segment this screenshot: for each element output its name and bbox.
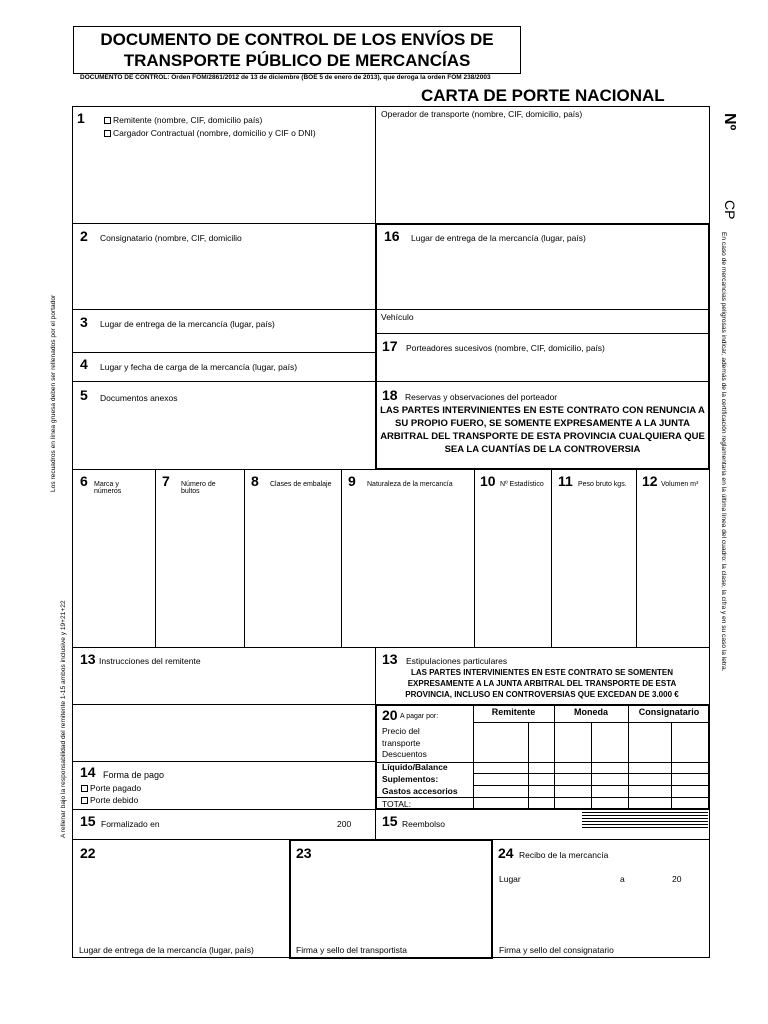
field-18-number: 18	[382, 387, 398, 403]
field-24-label: Recibo de la mercancía	[519, 850, 609, 860]
col-6-label: Marca y números	[94, 481, 122, 495]
row-total: TOTAL:	[382, 799, 411, 809]
col-8-label: Clases de embalaje	[270, 481, 332, 488]
field-15a-year: 200	[337, 819, 352, 829]
field-13a-label: Instrucciones del remitente	[99, 656, 201, 666]
field-4-label: Lugar y fecha de carga de la mercancía (lugar, país)	[100, 362, 298, 372]
field-15b-number: 15	[382, 813, 398, 829]
signature-block-23	[289, 839, 493, 959]
title-line-1: DOCUMENTO DE CONTROL DE LOS ENVÍOS DE	[100, 30, 494, 49]
col-9-number: 9	[348, 473, 356, 489]
col-6-number: 6	[80, 473, 88, 489]
option-porte-debido[interactable]: Porte debido	[81, 795, 138, 805]
field-5-label: Documentos anexos	[100, 393, 178, 403]
title-box	[73, 26, 521, 74]
field-2-label: Consignatario (nombre, CIF, domicilio	[100, 233, 242, 243]
field-17-number: 17	[382, 338, 398, 354]
checkbox-remitente[interactable]	[104, 117, 111, 124]
col-header-remitente: Remitente	[491, 707, 536, 717]
vehiculo-label: Vehículo	[381, 312, 414, 322]
field-16-number: 16	[384, 228, 400, 244]
field-24-lugar: Lugar	[499, 874, 521, 884]
field-23-number: 23	[296, 845, 312, 861]
field-15a-label: Formalizado en	[101, 819, 160, 829]
field-16-label: Lugar de entrega de la mercancía (lugar, país)	[411, 233, 586, 243]
row-gastos: Gastos accesorios	[382, 786, 458, 796]
field-2-number: 2	[80, 228, 88, 244]
field-3-label: Lugar de entrega de la mercancía (lugar, país)	[100, 319, 275, 329]
operador-label: Operador de transporte (nombre, CIF, domicilio, país)	[381, 109, 583, 119]
number-label: Nº	[721, 113, 738, 131]
field-1-option-remitente[interactable]: Remitente (nombre, CIF, domicilio país)	[104, 115, 262, 125]
field-22-label: Lugar de entrega de la mercancía (lugar, país)	[79, 945, 254, 955]
row-liquido: Líquido/Balance	[382, 762, 448, 772]
field-4-number: 4	[80, 356, 88, 372]
field-15b-label: Reembolso	[402, 819, 445, 829]
row-precio: Precio del transporte	[382, 726, 421, 748]
field-13b-text: LAS PARTES INTERVINIENTES EN ESTE CONTRATO SE SOMENTEN EXPRESAMENTE A LA JUNTA ARBITRAL DEL TRANSPORTE DE ESTA PROVINCIA, INCLUSO EN CONTROVERSIAS QUE EXCEDAN DE 3.000 €	[405, 668, 679, 699]
field-14-label: Forma de pago	[103, 770, 165, 780]
field-15a-number: 15	[80, 813, 96, 829]
col-10-label: Nº Estadístico	[500, 481, 544, 488]
col-8-number: 8	[251, 473, 259, 489]
checkbox-cargador[interactable]	[104, 130, 111, 137]
field-24-year: 20	[672, 874, 682, 884]
col-12-number: 12	[642, 473, 658, 489]
left-side-note-1: A rellenar bajo la responsabilidad del remitente 1-15 ambos inclusive y 19+21+22	[60, 600, 67, 838]
col-header-consignatario: Consignatario	[638, 707, 700, 717]
field-13a-number: 13	[80, 651, 96, 667]
field-17-label: Porteadores sucesivos (nombre, CIF, domicilio, país)	[406, 343, 605, 353]
left-side-note-2: Los recuadros en línea gruesa deben ser rellenados por el portador	[50, 294, 57, 492]
field-5-number: 5	[80, 387, 88, 403]
field-20-label: A pagar por:	[400, 713, 439, 720]
title-line-2: TRANSPORTE PÚBLICO DE MERCANCÍAS	[123, 51, 471, 70]
field-1-number: 1	[77, 110, 85, 126]
field-24-number: 24	[498, 845, 514, 861]
field-14-number: 14	[80, 764, 96, 780]
field-22-number: 22	[80, 845, 96, 861]
doc-type: CARTA DE PORTE NACIONAL	[421, 86, 665, 105]
col-11-label: Peso bruto kgs.	[578, 481, 627, 488]
col-11-number: 11	[558, 473, 573, 489]
field-20-number: 20	[382, 707, 398, 723]
control-reference: DOCUMENTO DE CONTROL: Orden FOM/2861/2012 de 13 de diciembre (BOE 5 de enero de 2013), que deroga la orden FOM 238/2003	[80, 74, 491, 81]
col-7-number: 7	[162, 473, 170, 489]
checkbox-porte-debido[interactable]	[81, 797, 88, 804]
field-1-option-cargador[interactable]: Cargador Contractual (nombre, domicilio y CIF o DNI)	[104, 128, 316, 138]
field-13b-label: Estipulaciones particulares	[406, 656, 508, 666]
field-23-label: Firma y sello del transportista	[296, 945, 408, 955]
row-descuentos: Descuentos	[382, 749, 427, 759]
field-13b-number: 13	[382, 651, 398, 667]
field-24-a: a	[620, 874, 625, 884]
field-18-label: Reservas y observaciones del porteador	[405, 392, 558, 402]
col-9-label: Naturaleza de la mercancía	[367, 481, 453, 488]
field-18-text: LAS PARTES INTERVINIENTES EN ESTE CONTRATO CON RENUNCIA A SU PROPIO FUERO, SE SOMENTE EXPRESAMENTE A LA JUNTA ARBITRAL DEL TRANSPORTE DE ESTA PROVINCIA CUALQUIERA QUE SEA LA CUANTÍAS DE LA CONTROVERSIA	[380, 405, 705, 455]
cp-label: CP	[722, 200, 738, 220]
col-10-number: 10	[480, 473, 496, 489]
field-3-number: 3	[80, 314, 88, 330]
col-12-label: Volumen m³	[661, 481, 699, 488]
option-porte-pagado[interactable]: Porte pagado	[81, 783, 141, 793]
field-24-sign: Firma y sello del consignatario	[499, 945, 614, 955]
reembolso-hatch	[582, 812, 708, 828]
checkbox-porte-pagado[interactable]	[81, 785, 88, 792]
col-7-label: Número de bultos	[181, 481, 216, 495]
row-suplementos: Suplementos:	[382, 774, 439, 784]
col-header-moneda: Moneda	[573, 707, 608, 717]
right-side-note: En caso de mercancías peligrosas indicar, además de la certificación reglamentaria en la última línea del cuadro: la clase, la cifra y en su caso la letra.	[720, 232, 727, 672]
